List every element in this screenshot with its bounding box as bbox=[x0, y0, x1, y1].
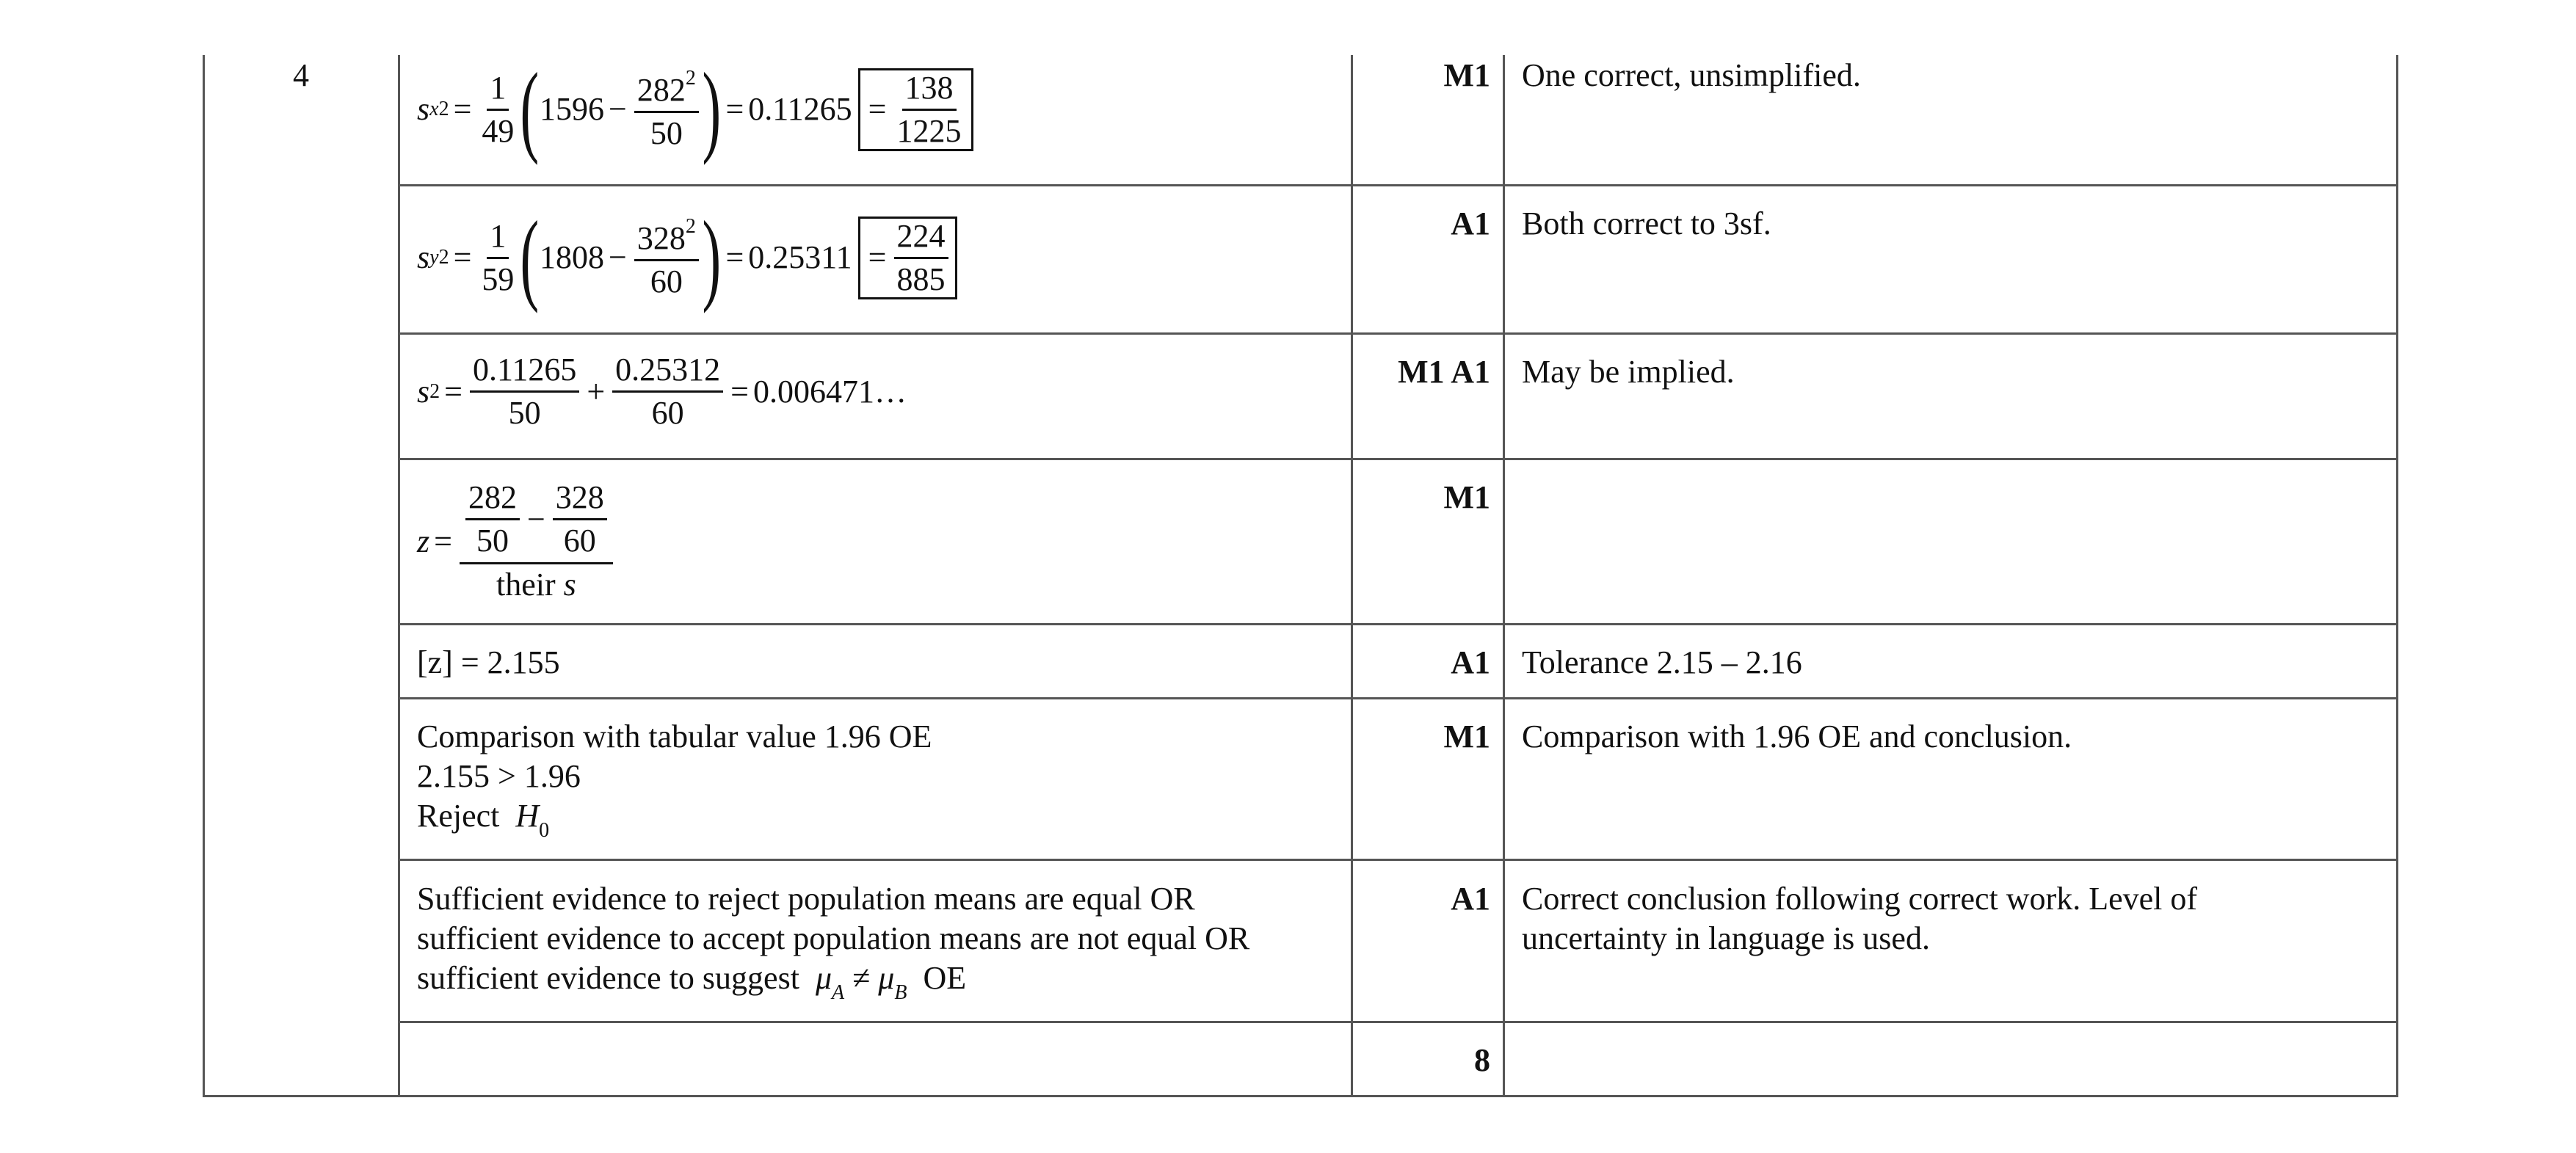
mark-row-2: A1 bbox=[1451, 205, 1490, 241]
mark-row-5: A1 bbox=[1451, 644, 1490, 680]
mark-row-4: M1 bbox=[1443, 479, 1490, 515]
total-marks: 8 bbox=[1474, 1042, 1490, 1078]
guidance-row-3: May be implied. bbox=[1522, 354, 1735, 390]
guidance-row-5: Tolerance 2.15 – 2.16 bbox=[1522, 644, 1802, 680]
answer-sx-squared: s x 2 = $\frac{1}{49}$ ( 1596 − $\frac{282^2}{50}$ ) = 0.11265 = $\frac{138}{1225}$ bbox=[417, 68, 973, 152]
answer-line: 2.155 > 1.96 bbox=[417, 758, 581, 795]
question-number: 4 bbox=[293, 57, 309, 93]
mark-row-7: A1 bbox=[1451, 881, 1490, 917]
guidance-row-1: One correct, unsimplified. bbox=[1522, 57, 1861, 93]
guidance-row-7: Correct conclusion following correct work. Level of uncertainty in language is used. bbox=[1522, 881, 2198, 957]
answer-z-formula: z = $\frac{282}{50}$ − $\frac{328}{60}$ their s bbox=[417, 480, 616, 603]
answer-conclusion bbox=[417, 879, 1249, 1006]
guidance-row-2: Both correct to 3sf. bbox=[1522, 205, 1771, 241]
answer-z-value: [z] = 2.155 bbox=[417, 644, 560, 680]
answer-comparison bbox=[417, 717, 932, 844]
mark-row-6: M1 bbox=[1443, 719, 1490, 754]
answer-line: Comparison with tabular value 1.96 OE bbox=[417, 719, 932, 754]
answer-s-squared: s 2 = $\frac{0.11265}{50}$ + $\frac{0.25312}{60}$ = 0.006471… bbox=[417, 352, 907, 432]
answer-line: sufficient evidence to suggest $\mu_A \ne \mu_B$ OE bbox=[417, 960, 967, 1005]
guidance-row-6: Comparison with 1.96 OE and conclusion. bbox=[1522, 719, 2072, 754]
answer-sy-squared: s y 2 = $\frac{1}{59}$ ( 1808 − $\frac{328^2}{60}$ ) = 0.25311 = $\frac{224}{885}$ bbox=[417, 216, 957, 300]
answer-line: Reject $H_0$ bbox=[417, 798, 550, 843]
mark-row-1: M1 bbox=[1443, 57, 1490, 93]
answer-line: sufficient evidence to accept population means are not equal OR bbox=[417, 920, 1250, 957]
answer-line: Sufficient evidence to reject population means are equal OR bbox=[417, 881, 1195, 917]
mark-row-3: M1 A1 bbox=[1398, 354, 1490, 390]
